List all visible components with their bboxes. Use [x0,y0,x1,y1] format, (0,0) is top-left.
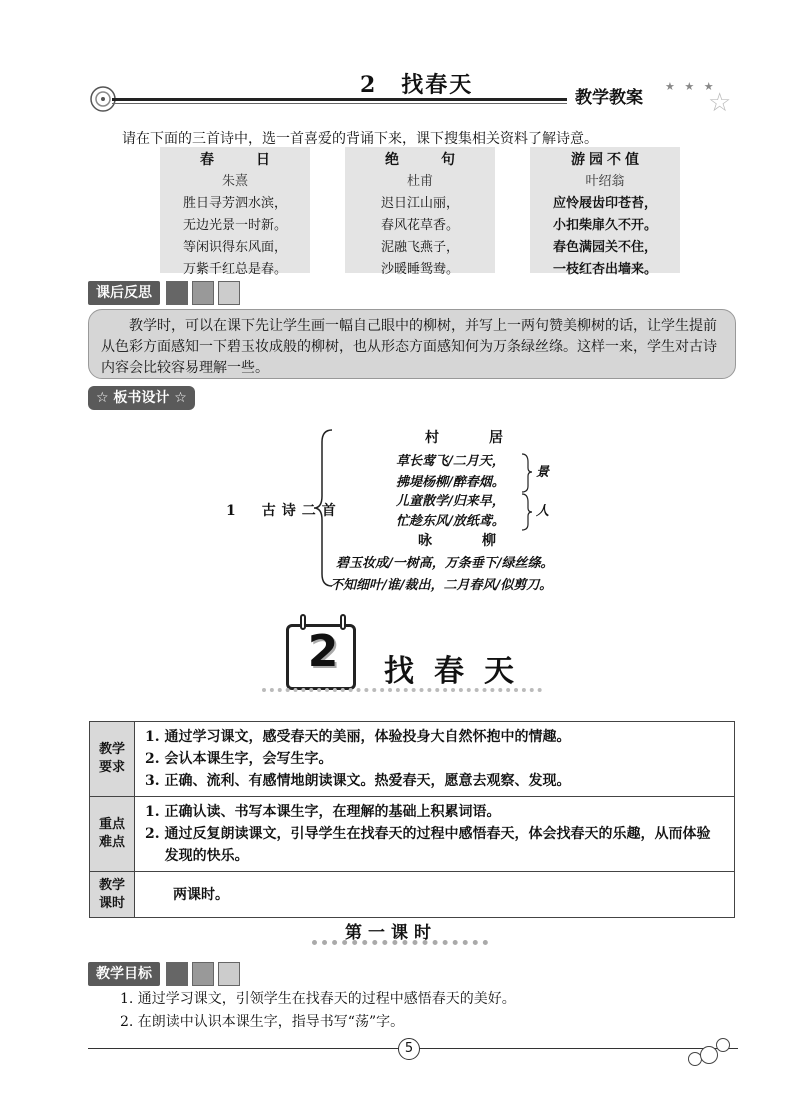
header-divider [112,98,567,101]
decorative-blocks [166,962,240,986]
decorative-blocks [166,281,240,305]
poem-line: 万紫千红总是春。 [182,262,287,277]
table-row-head-text: 重点 难点 [98,817,125,850]
poem-author: 杜甫 [406,174,433,189]
table-row-head [90,722,135,797]
table-row-head-text: 教学 课时 [98,877,125,911]
table-item: 2. 会认本课生字，会写生字。 [145,751,333,767]
footer-circle-icon [700,1046,718,1064]
poem-line: 小扣柴扉久不开。 [552,218,657,233]
poem-line: 泥融飞燕子， [380,240,459,255]
poem-line: 迟日江山丽， [380,196,459,211]
poem-line: 胜日寻芳泗水滨， [182,196,287,211]
table-row [90,722,735,797]
first-period-title: 第一课时 [345,923,437,943]
header-stars-icon: ★ ★ ★ [665,80,717,93]
board-tag-people: 人 [536,504,550,519]
reflection-text: 教学时，可以在课下先让学生画一幅自己眼中的柳树，并写上一两句赞美柳树的话，让学生提前从色彩方面感知一下碧玉妆成般的柳树，也从形态方面感知何为万条绿丝绦。这样一来，学生对古诗内容会比较容易理解一些。 [88,309,736,379]
page-number: 5 [398,1038,420,1060]
poem-author: 叶绍翁 [585,174,625,189]
left-brace-icon [312,428,336,588]
goal-item: 2. 在朗读中认识本课生字，指导书写“荡”字。 [120,1014,405,1030]
poem-line: 一枝红杏出墙来。 [552,262,657,277]
lesson-number: 2 [307,626,339,677]
poem-line: 春风花草香。 [380,218,459,233]
board-poem1-title: 村 居 [425,430,521,446]
reflection-header [88,281,240,305]
table-item: 1. 通过学习课文，感受春天的美丽，体验投身大自然怀抱中的情趣。 [145,729,571,745]
table-row [90,872,735,918]
table-row-head [90,872,135,918]
table-row-head-text: 教学 要求 [98,742,125,775]
right-brace-icon [520,452,534,532]
goals-label: 教学目标 [88,962,160,986]
table-row-content [135,722,735,797]
table-item: 1. 正确认读、书写本课生字，在理解的基础上积累词语。 [145,804,501,820]
lesson-title: 找春天 [384,654,534,689]
poem-instruction: 请在下面的三首诗中，选一首喜爱的背诵下来，课下搜集相关资料了解诗意。 [122,131,598,147]
table-item: 2. 通过反复朗读课文，引导学生在找春天的过程中感悟春天，体会找春天的乐趣，从而体验发现的快乐。 [145,826,711,864]
poem-card [160,147,310,277]
table-row-content [135,797,735,872]
poem-card [345,147,495,277]
board-design-label: ☆ 板书设计 ☆ [88,386,195,410]
board-poem2-line: 不知细叶/谁/裁出，二月春风/似剪刀。 [330,578,553,593]
poem-title: 绝 句 [385,152,469,168]
footer-circle-icon [716,1038,730,1052]
goals-list [120,988,516,1034]
table-row [90,797,735,872]
header-divider-thin [112,103,567,104]
board-tag-scene: 景 [536,465,550,480]
header-star-icon: ☆ [708,88,732,118]
poem-author: 朱熹 [221,174,248,189]
first-period-underline [312,940,488,948]
lesson-title-underline [262,688,542,692]
poem-line: 春色满园关不住， [552,240,657,255]
board-main-title: 1 古诗二首 [226,503,342,519]
goal-item: 1. 通过学习课文，引领学生在找春天的过程中感悟春天的美好。 [120,991,516,1007]
goals-header [88,962,240,986]
poem-line: 应怜屐齿印苍苔， [552,196,657,211]
poem-line: 无边光景一时新。 [182,218,287,233]
header-lesson-title: 2 找春天 [360,72,474,98]
table-item: 两课时。 [173,886,229,903]
table-row-content [135,872,735,918]
board-poem2-line: 碧玉妆成/一树高，万条垂下/绿丝绦。 [336,556,554,571]
board-poem1-line: 拂堤杨柳/醉春烟。 [396,475,505,490]
board-poem1-line: 草长莺飞/二月天， [396,454,505,469]
poem-title: 游园不值 [571,152,643,168]
table-item: 3. 正确、流利、有感情地朗读课文。热爱春天，愿意去观察、发现。 [145,773,571,789]
header-tag: 教学教案 [575,88,643,108]
poem-line: 沙暖睡鸳鸯。 [380,262,459,277]
poem-card [530,147,680,277]
poem-title: 春 日 [200,152,284,168]
board-poem1-line: 儿童散学/归来早， [396,494,505,509]
reflection-label: 课后反思 [88,281,160,305]
board-poem1-line: 忙趁东风/放纸鸢。 [396,514,505,529]
board-poem2-title: 咏 柳 [418,533,514,549]
poem-line: 等闲识得东风面， [182,240,287,255]
objectives-table [89,721,735,918]
table-row-head [90,797,135,872]
